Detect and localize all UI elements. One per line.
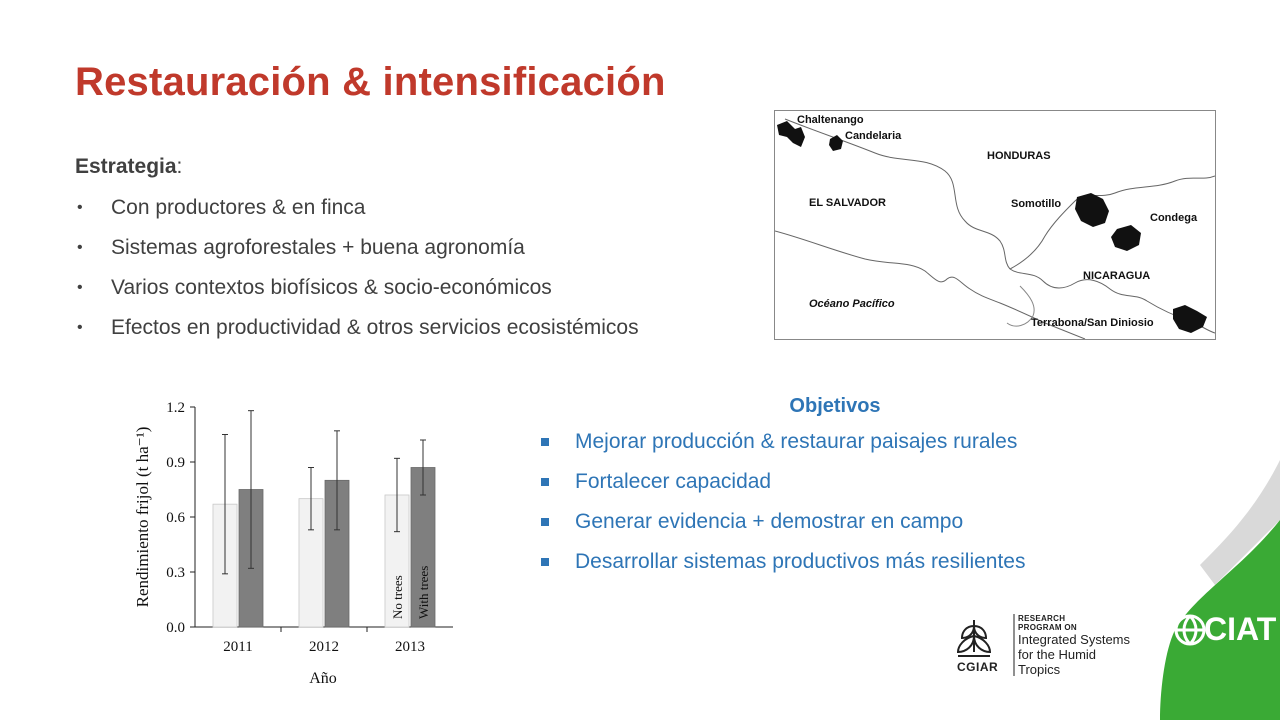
objective-item-text: Desarrollar sistemas productivos más resilientes [575,550,1026,573]
program-line: RESEARCH [1018,614,1066,623]
map-label-chaltenango: Chaltenango [797,114,864,126]
objectives-heading: Objetivos [789,395,881,417]
map-label-nicaragua: NICARAGUA [1083,270,1151,282]
chart-y-tick-label: 0.6 [166,510,185,526]
slide-title: Restauración & intensificación [75,60,666,104]
legend-label-series: No trees [390,575,405,619]
square-bullet-icon [541,518,549,526]
strategy-item-text: Varios contextos biofísicos & socio-económicos [111,276,552,299]
strategy-item-text: Sistemas agroforestales + buena agronomía [111,236,525,259]
program-text [1018,614,1130,677]
legend-label-series: With trees [416,565,431,619]
chart-x-tick-label: 2011 [223,639,253,655]
site-condega [1111,225,1141,251]
map-label-el-salvador: EL SALVADOR [809,197,887,209]
site-terrabona [1173,305,1207,333]
square-bullet-icon [541,438,549,446]
map-drawing [775,111,1215,339]
bullet-icon: • [77,279,83,296]
objective-item [535,468,1125,508]
yield-chart [120,385,480,695]
program-line: PROGRAM ON [1018,623,1077,632]
strategy-item-text: Efectos en productividad & otros servicios ecosistémicos [111,316,639,339]
chart-x-tick-label: 2013 [395,639,425,655]
cgiar-emblem-icon [958,620,990,656]
chart-xlabel: Año [309,670,337,687]
chart-x-tick-label: 2012 [309,639,339,655]
objective-item-text: Generar evidencia + demostrar en campo [575,510,964,533]
objective-item [535,428,1125,468]
chart-y-tick-label: 1.2 [166,400,185,416]
strategy-item [75,273,755,313]
square-bullet-icon [541,558,549,566]
bullet-icon: • [77,199,83,216]
chart-y-tick-label: 0.3 [166,565,185,581]
map-label-somotillo: Somotillo [1011,198,1062,210]
site-somotillo [1075,193,1109,227]
objectives-section [535,395,1125,588]
objective-item [535,508,1125,548]
map-label-condega: Condega [1150,212,1198,224]
strategy-heading [75,155,755,179]
strategy-item [75,313,755,353]
site-candelaria [829,135,843,151]
strategy-label: Estrategia [75,155,177,178]
program-name-line: Tropics [1018,662,1061,677]
bullet-icon: • [77,239,83,256]
objective-item [535,548,1125,588]
map-label-oceano: Océano Pacífico [809,298,895,310]
cgiar-wordmark: CGIAR [957,660,999,674]
yield-chart-svg [120,385,480,695]
chart-plot-area [166,400,453,655]
strategy-section [75,155,755,353]
program-name-line: for the Humid [1018,647,1097,662]
program-name-line: Integrated Systems [1018,632,1130,647]
chart-y-tick-label: 0.9 [166,455,185,471]
ciat-logo [1120,460,1280,720]
strategy-item [75,233,755,273]
strategy-item-text: Con productores & en finca [111,196,366,219]
strategy-list [75,193,755,353]
map-label-terrabona: Terrabona/San Diniosio [1031,317,1154,329]
ciat-wordmark: CIAT [1204,611,1277,647]
map-label-candelaria: Candelaria [845,130,902,142]
strategy-item [75,193,755,233]
chart-ylabel: Rendimiento frijol (t ha⁻¹) [133,426,152,608]
map-label-honduras: HONDURAS [987,150,1051,162]
strategy-colon: : [176,155,183,178]
objective-item-text: Fortalecer capacidad [575,470,772,493]
objectives-list [535,428,1125,588]
chart-y-tick-label: 0.0 [166,620,185,636]
bullet-icon: • [77,319,83,336]
square-bullet-icon [541,478,549,486]
objective-item-text: Mejorar producción & restaurar paisajes rurales [575,430,1018,453]
region-map [774,110,1216,340]
